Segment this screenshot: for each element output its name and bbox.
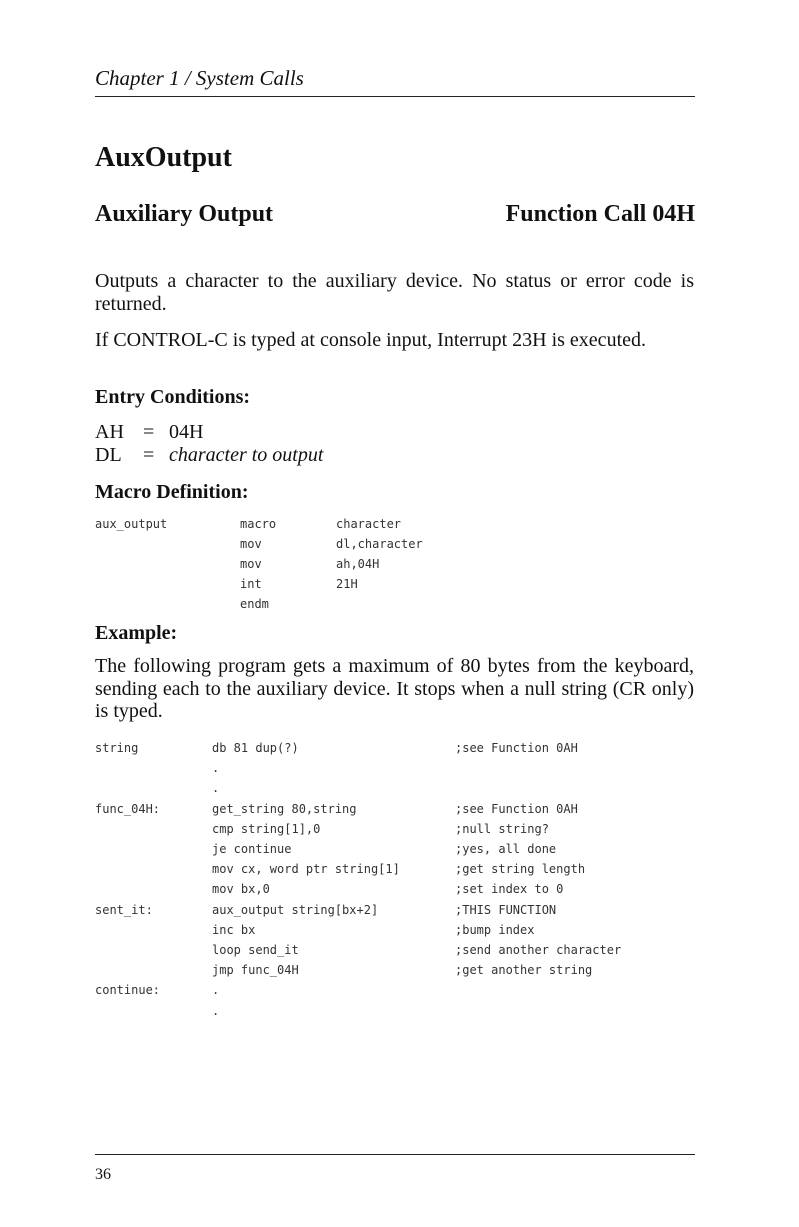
code-label: aux_output: [95, 517, 168, 531]
description-paragraph-1: Outputs a character to the auxiliary device. No status or error code is returned.: [95, 270, 694, 315]
code-instruction: get_string 80,string: [212, 801, 357, 816]
code-comment: ;null string?: [455, 821, 549, 836]
entry-register: AH: [95, 421, 124, 443]
code-instruction: macro: [240, 517, 277, 531]
code-comment: ;send another character: [455, 943, 622, 957]
code-comment: ;set index to 0: [455, 882, 564, 897]
code-label: string: [95, 741, 139, 755]
code-label: sent_it:: [95, 902, 153, 917]
code-instruction: .: [212, 983, 220, 998]
code-label: func_04H:: [95, 801, 161, 816]
code-instruction: loop send_it: [212, 943, 299, 957]
code-instruction: jmp func_04H: [212, 963, 299, 978]
footer-rule: [95, 1154, 695, 1155]
code-operand: ah,04H: [336, 557, 380, 571]
code-comment: ;bump index: [455, 922, 535, 937]
header-rule: [95, 96, 695, 97]
description-paragraph-2: If CONTROL-C is typed at console input, Interrupt 23H is executed.: [95, 329, 646, 351]
entry-conditions-heading: Entry Conditions:: [95, 386, 251, 408]
page-title: AuxOutput: [95, 142, 232, 173]
page-number: 36: [95, 1166, 111, 1183]
subtitle: Auxiliary Output: [95, 201, 274, 227]
code-instruction: mov: [240, 557, 262, 571]
entry-value: 04H: [169, 421, 204, 443]
example-heading: Example:: [95, 622, 178, 644]
code-instruction: .: [212, 1003, 220, 1018]
entry-value: character to output: [169, 444, 324, 466]
code-operand: 21H: [336, 577, 358, 591]
code-instruction: .: [212, 781, 220, 796]
code-instruction: db 81 dup(?): [212, 741, 299, 755]
code-comment: ;THIS FUNCTION: [455, 902, 557, 917]
code-instruction: mov: [240, 537, 262, 551]
entry-register: DL: [95, 444, 122, 466]
code-instruction: endm: [240, 597, 269, 611]
code-instruction: mov cx, word ptr string[1]: [212, 862, 400, 877]
code-instruction: inc bx: [212, 922, 256, 937]
code-instruction: aux_output string[bx+2]: [212, 902, 379, 917]
entry-equals: =: [143, 444, 155, 466]
macro-definition-heading: Macro Definition:: [95, 481, 249, 503]
code-comment: ;get another string: [455, 963, 593, 978]
entry-equals: =: [143, 421, 155, 443]
code-operand: dl,character: [336, 537, 423, 551]
code-operand: character: [336, 517, 402, 531]
chapter-header: Chapter 1 / System Calls: [95, 66, 304, 90]
function-call-label: Function Call 04H: [505, 201, 695, 227]
code-comment: ;see Function 0AH: [455, 741, 578, 755]
code-instruction: mov bx,0: [212, 882, 270, 897]
code-comment: ;see Function 0AH: [455, 801, 578, 816]
code-instruction: je continue: [212, 842, 292, 856]
code-comment: ;yes, all done: [455, 842, 557, 856]
example-paragraph: The following program gets a maximum of 80 bytes from the keyboard, sending each to the auxiliary device. It stops when a null string (CR only) is typed.: [95, 655, 694, 722]
code-instruction: .: [212, 761, 220, 776]
code-label: continue:: [95, 983, 161, 998]
code-instruction: int: [240, 577, 262, 591]
code-comment: ;get string length: [455, 862, 586, 877]
code-instruction: cmp string[1],0: [212, 821, 321, 836]
